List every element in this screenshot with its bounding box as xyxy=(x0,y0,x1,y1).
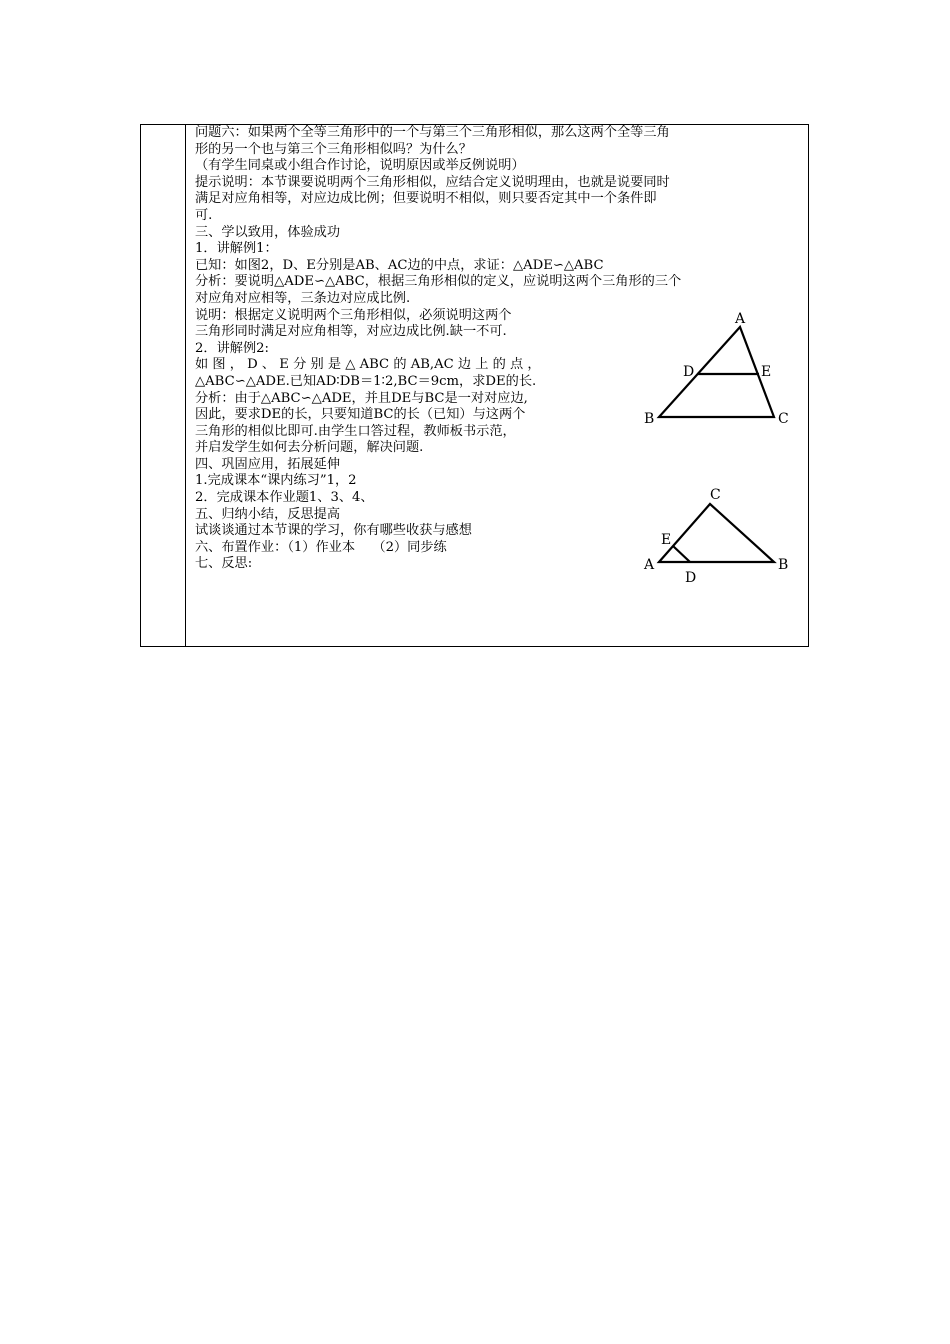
text-line: 满足对应角相等，对应边成比例；但要说明不相似，则只要否定其中一个条件即 xyxy=(195,191,657,207)
text-line: △ABC∽△ADE.已知AD∶DB＝1∶2,BC＝9cm，求DE的长. xyxy=(195,373,537,389)
text-line: 说明：根据定义说明两个三角形相似，必须说明这两个 xyxy=(195,307,512,323)
text-line: 2．完成课本作业题1、3、4、 xyxy=(195,490,374,506)
label-c: C xyxy=(710,487,721,503)
label-a: A xyxy=(644,557,655,573)
section-heading: 六、布置作业：（1）作业本 （2）同步练 xyxy=(195,539,447,555)
text-line: 形的另一个也与第三个三角形相似吗？为什么？ xyxy=(195,141,472,157)
text-line: 已知：如图2，D、E分别是AB、AC边的中点，求证：△ADE∽△ABC xyxy=(195,257,604,273)
label-a: A xyxy=(735,311,746,327)
section-heading: 三、学以致用，体验成功 xyxy=(195,224,341,240)
text-line: 分析：由于△ABC∽△ADE，并且DE与BC是一对对应边, xyxy=(195,390,528,406)
label-b: B xyxy=(778,557,789,573)
segment-de xyxy=(673,546,690,562)
label-c: C xyxy=(778,411,789,427)
text-line: 三角形的相似比即可.由学生口答过程，教师板书示范， xyxy=(195,423,516,439)
label-d: D xyxy=(683,364,695,380)
text-line: 2．讲解例2: xyxy=(195,340,269,356)
text-line: 问题六：如果两个全等三角形中的一个与第三个三角形相似，那么这两个全等三角 xyxy=(195,125,670,140)
label-b: B xyxy=(644,411,655,427)
triangle-figure-1 xyxy=(640,305,800,430)
triangle-abc-outline xyxy=(659,327,774,417)
text-line: 三角形同时满足对应角相等，对应边成比例.缺一不可. xyxy=(195,324,507,340)
triangle-abc-outline xyxy=(659,504,774,562)
text-line: 分析：要说明△ADE∽△ABC，根据三角形相似的定义，应说明这两个三角形的三个 xyxy=(195,274,682,290)
text-line: 1．讲解例1： xyxy=(195,241,278,257)
text-line: 因此，要求DE的长，只要知道BC的长（已知）与这两个 xyxy=(195,407,526,423)
text-line: 对应角对应相等，三条边对应成比例. xyxy=(195,290,411,306)
triangle-figure-2 xyxy=(640,482,800,587)
text-line: （有学生同桌或小组合作讨论，说明原因或举反例说明） xyxy=(195,158,525,174)
section-heading: 四、巩固应用，拓展延伸 xyxy=(195,456,341,472)
label-e: E xyxy=(661,532,672,548)
section-heading: 七、反思: xyxy=(195,556,253,572)
text-line: 如 图 ， D 、 E 分 别 是 △ ABC 的 AB,AC 边 上 的 点 ， xyxy=(195,357,541,373)
section-heading: 五、归纳小结，反思提高 xyxy=(195,506,341,522)
text-line: 可. xyxy=(195,207,213,223)
label-e: E xyxy=(761,364,772,380)
text-line: 并启发学生如何去分析问题，解决问题. xyxy=(195,440,424,456)
text-line: 提示说明：本节课要说明两个三角形相似，应结合定义说明理由，也就是说要同时 xyxy=(195,174,670,190)
text-line: 1.完成课本“课内练习”1，2 xyxy=(195,473,357,489)
text-line: 试谈谈通过本节课的学习，你有哪些收获与感想 xyxy=(195,523,472,539)
label-d: D xyxy=(685,570,697,586)
column-divider xyxy=(185,125,186,646)
